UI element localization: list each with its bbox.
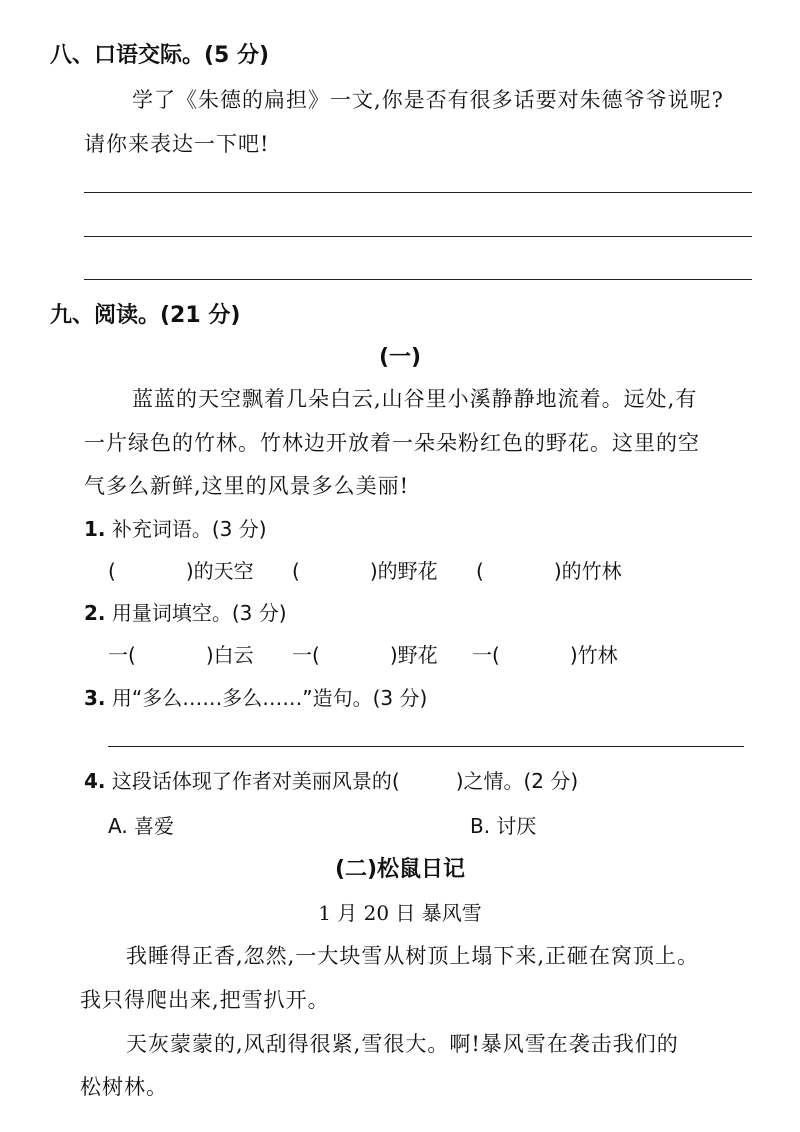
q1-blank-3[interactable]: ( )的竹林 [476,559,622,583]
q2-blank-3[interactable]: 一( )竹林 [472,643,618,667]
q4-label [84,765,578,794]
q1-blank-1[interactable]: ( )的天空 [108,559,254,583]
section8-prompt-line2: 请你来表达一下吧! [84,132,270,156]
answer-line-2[interactable] [84,236,752,237]
q2-text: 用量词填空。(3 分) [111,601,287,625]
part2-para2-line1: 天灰蒙蒙的,风刮得很紧,雪很大。啊!暴风雪在袭击我们的 [126,1032,679,1056]
q2-blank-1[interactable]: 一( )白云 [108,643,254,667]
part2-heading: (二)松鼠日记 [334,857,466,882]
q2-blank-2[interactable]: 一( )野花 [292,643,438,667]
q3-number: 3. [84,686,106,710]
q4-option-a[interactable]: A. 喜爱 [108,814,175,838]
section8-title: 八、口语交际。(5 分) [50,43,270,68]
q2-prefix-3: 一 [472,643,492,667]
q1-label [84,513,267,542]
q4-text-before: 这段话体现了作者对美丽风景的( [111,769,400,793]
section9-title: 九、阅读。(21 分) [50,303,241,328]
q2-number: 2. [84,601,106,625]
q1-number: 1. [84,517,106,541]
section8-prompt-line1: 学了《朱德的扁担》一文,你是否有很多话要对朱德爷爷说呢? [132,88,724,112]
answer-line-3[interactable] [84,279,752,280]
q2-item-3: 竹林 [577,643,618,667]
q2-item-1: 白云 [213,643,254,667]
q2-prefix-1: 一 [108,643,128,667]
passage-line-2: 一片绿色的竹林。竹林边开放着一朵朵粉红色的野花。这里的空 [84,431,700,455]
q3-label [84,682,427,711]
passage-line-3: 气多么新鲜,这里的风景多么美丽! [84,474,410,498]
passage-line-1: 蓝蓝的天空飘着几朵白云,山谷里小溪静静地流着。远处,有 [132,387,698,411]
q4-text-after: )之情。(2 分) [455,769,579,793]
answer-line-1[interactable] [84,192,752,193]
q3-answer-line[interactable] [108,746,744,747]
q4-option-b[interactable]: B. 讨厌 [470,814,537,838]
q1-text: 补充词语。(3 分) [111,517,267,541]
q1-blank-2[interactable]: ( )的野花 [292,559,438,583]
part2-para1-line2: 我只得爬出来,把雪扒开。 [80,988,330,1012]
q2-item-2: 野花 [397,643,438,667]
q1-item-3: 的竹林 [561,559,622,583]
part1-heading: (一) [378,345,422,370]
q2-prefix-2: 一 [292,643,312,667]
q2-label [84,597,287,626]
q1-item-1: 的天空 [193,559,254,583]
q3-text: 用“多么……多么……”造句。(3 分) [111,686,428,710]
diary-date: 1 月 20 日 暴风雪 [318,901,482,925]
part2-para1-line1: 我睡得正香,忽然,一大块雪从树顶上塌下来,正砸在窝顶上。 [126,944,700,968]
q4-number: 4. [84,769,106,793]
part2-para2-line2: 松树林。 [80,1075,168,1099]
q1-item-2: 的野花 [377,559,438,583]
